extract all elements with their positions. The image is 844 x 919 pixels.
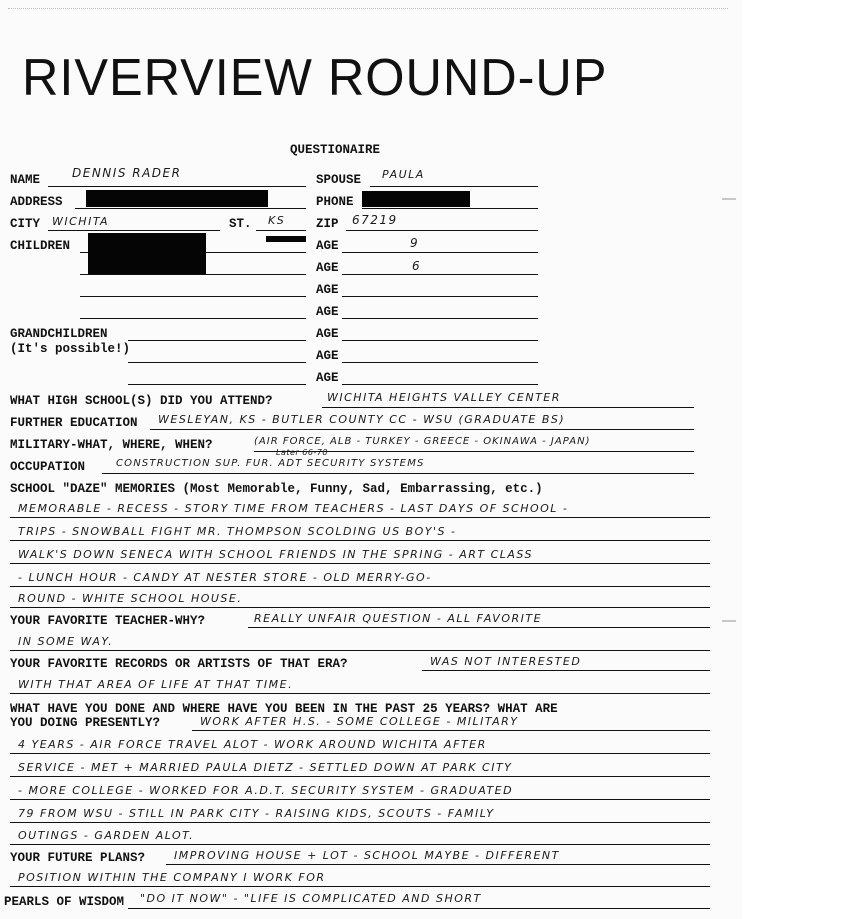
age-line-2	[342, 274, 538, 275]
spouse-answer: PAULA	[382, 168, 425, 181]
zip-line	[346, 230, 538, 231]
past-25-line-6	[10, 844, 710, 845]
spouse-line	[370, 186, 538, 187]
past-25-answer-4: - MORE COLLEGE - WORKED FOR A.D.T. SECURITY SYSTEM - GRADUATED	[18, 784, 514, 797]
children-label: CHILDREN	[10, 239, 71, 253]
pearls-answer: "DO IT NOW" - "LIFE IS COMPLICATED AND SHORT	[140, 892, 482, 905]
grandchildren-label: GRANDCHILDREN	[10, 327, 108, 341]
future-plans-answer-1: IMPROVING HOUSE + LOT - SCHOOL MAYBE - DIFFERENT	[174, 849, 560, 862]
past-25-answer-6: OUTINGS - GARDEN ALOT.	[18, 829, 195, 842]
age-line-5	[342, 340, 538, 341]
records-answer-1: WAS NOT INTERESTED	[430, 655, 582, 668]
military-answer: (AIR FORCE, ALB - TURKEY - GREECE - OKINAWA - JAPAN)	[254, 436, 591, 447]
occupation-note: Later 66-70	[276, 448, 328, 457]
occupation-label: OCCUPATION	[10, 460, 86, 474]
state-answer: KS	[268, 214, 286, 227]
age-label: AGE	[316, 239, 339, 253]
military-label: MILITARY-WHAT, WHERE, WHEN?	[10, 438, 213, 452]
memories-line-4	[10, 586, 710, 587]
memories-answer-3: WALK'S DOWN SENECA WITH SCHOOL FRIENDS IN THE SPRING - ART CLASS	[18, 548, 533, 561]
phone-redaction	[362, 191, 470, 207]
teacher-answer-2: IN SOME WAY.	[18, 635, 114, 648]
margin-mark	[722, 620, 736, 622]
occupation-answer: CONSTRUCTION SUP. FUR. ADT SECURITY SYSTEMS	[116, 458, 425, 469]
occupation-line	[102, 473, 694, 474]
phone-label: PHONE	[316, 195, 354, 209]
address-label: ADDRESS	[10, 195, 63, 209]
future-plans-line-2	[10, 886, 710, 887]
state-line	[256, 230, 306, 231]
child-age-1: 9	[410, 236, 420, 250]
zip-answer: 67219	[352, 213, 398, 227]
age-label: AGE	[316, 305, 339, 319]
city-line	[48, 230, 220, 231]
records-line-2	[10, 693, 710, 694]
past-25-label-1: WHAT HAVE YOU DONE AND WHERE HAVE YOU BEEN IN THE PAST 25 YEARS? WHAT ARE	[10, 702, 558, 716]
high-school-label: WHAT HIGH SCHOOL(S) DID YOU ATTEND?	[10, 394, 273, 408]
teacher-answer-1: REALLY UNFAIR QUESTION - ALL FAVORITE	[254, 612, 543, 625]
memories-line-5	[10, 607, 710, 608]
age-label: AGE	[316, 283, 339, 297]
pearls-line	[128, 908, 710, 909]
grandchildren-line-2	[128, 362, 306, 363]
memories-line-2	[10, 540, 710, 541]
age-label: AGE	[316, 261, 339, 275]
address-line	[75, 208, 306, 209]
grandchildren-note: (It's possible!)	[10, 342, 131, 356]
memories-answer-5: ROUND - WHITE SCHOOL HOUSE.	[18, 592, 243, 605]
past-25-line-1	[192, 730, 710, 731]
teacher-line-1	[248, 627, 710, 628]
children-redaction-small	[266, 236, 306, 242]
memories-answer-2: TRIPS - SNOWBALL FIGHT MR. THOMPSON SCOLDING US BOY'S -	[18, 525, 457, 538]
age-line-7	[342, 384, 538, 385]
phone-line	[362, 208, 538, 209]
name-label: NAME	[10, 173, 41, 187]
past-25-answer-3: SERVICE - MET + MARRIED PAULA DIETZ - SETTLED DOWN AT PARK CITY	[18, 761, 513, 774]
children-line-2	[80, 274, 306, 275]
name-line	[48, 186, 306, 187]
zip-label: ZIP	[316, 217, 339, 231]
memories-answer-1: MEMORABLE - RECESS - STORY TIME FROM TEACHERS - LAST DAYS OF SCHOOL -	[18, 502, 569, 515]
past-25-answer-1: WORK AFTER H.S. - SOME COLLEGE - MILITARY	[200, 715, 519, 728]
future-plans-answer-2: POSITION WITHIN THE COMPANY I WORK FOR	[18, 871, 326, 884]
page-title: RIVERVIEW ROUND-UP	[22, 49, 608, 107]
age-label: AGE	[316, 371, 339, 385]
further-education-answer: WESLEYAN, KS - BUTLER COUNTY CC - WSU (GRADUATE BS)	[158, 413, 566, 426]
future-plans-line-1	[166, 864, 710, 865]
past-25-line-3	[10, 776, 710, 777]
past-25-line-5	[10, 822, 710, 823]
address-redaction	[86, 190, 268, 207]
age-line-1	[342, 252, 538, 253]
memories-line-1	[10, 517, 710, 518]
margin-mark	[722, 198, 736, 200]
grandchildren-line-3	[128, 384, 306, 385]
form-subtitle: QUESTIONAIRE	[290, 143, 381, 157]
teacher-label: YOUR FAVORITE TEACHER-WHY?	[10, 614, 206, 628]
spouse-label: SPOUSE	[316, 173, 362, 187]
children-line-3	[80, 296, 306, 297]
future-plans-label: YOUR FUTURE PLANS?	[10, 851, 146, 865]
records-line-1	[422, 670, 710, 671]
top-border	[8, 8, 728, 9]
city-label: CITY	[10, 217, 41, 231]
age-label: AGE	[316, 349, 339, 363]
age-line-6	[342, 362, 538, 363]
grandchildren-line-1	[128, 340, 306, 341]
page-margin	[742, 0, 844, 919]
age-line-4	[342, 318, 538, 319]
further-education-label: FURTHER EDUCATION	[10, 416, 138, 430]
past-25-answer-5: 79 FROM WSU - STILL IN PARK CITY - RAISING KIDS, SCOUTS - FAMILY	[18, 807, 495, 820]
children-line-4	[80, 318, 306, 319]
age-line-3	[342, 296, 538, 297]
past-25-line-4	[10, 799, 710, 800]
records-label: YOUR FAVORITE RECORDS OR ARTISTS OF THAT ERA?	[10, 657, 348, 671]
records-answer-2: WITH THAT AREA OF LIFE AT THAT TIME.	[18, 678, 294, 691]
high-school-answer: WICHITA HEIGHTS VALLEY CENTER	[327, 391, 561, 404]
teacher-line-2	[10, 650, 710, 651]
past-25-label-2: YOU DOING PRESENTLY?	[10, 716, 161, 730]
memories-line-3	[10, 563, 710, 564]
city-answer: WICHITA	[52, 215, 110, 228]
name-answer: DENNIS RADER	[72, 166, 182, 180]
memories-answer-4: - LUNCH HOUR - CANDY AT NESTER STORE - OLD MERRY-GO-	[18, 571, 432, 584]
child-age-2: 6	[412, 259, 422, 273]
state-label: ST.	[229, 217, 252, 231]
past-25-line-2	[10, 753, 710, 754]
pearls-label: PEARLS OF WISDOM	[4, 895, 125, 909]
children-redaction	[88, 233, 206, 274]
further-education-line	[150, 429, 694, 430]
memories-label: SCHOOL "DAZE" MEMORIES (Most Memorable, Funny, Sad, Embarrassing, etc.)	[10, 482, 543, 496]
age-label: AGE	[316, 327, 339, 341]
high-school-line	[322, 407, 694, 408]
past-25-answer-2: 4 YEARS - AIR FORCE TRAVEL ALOT - WORK AROUND WICHITA AFTER	[18, 738, 487, 751]
